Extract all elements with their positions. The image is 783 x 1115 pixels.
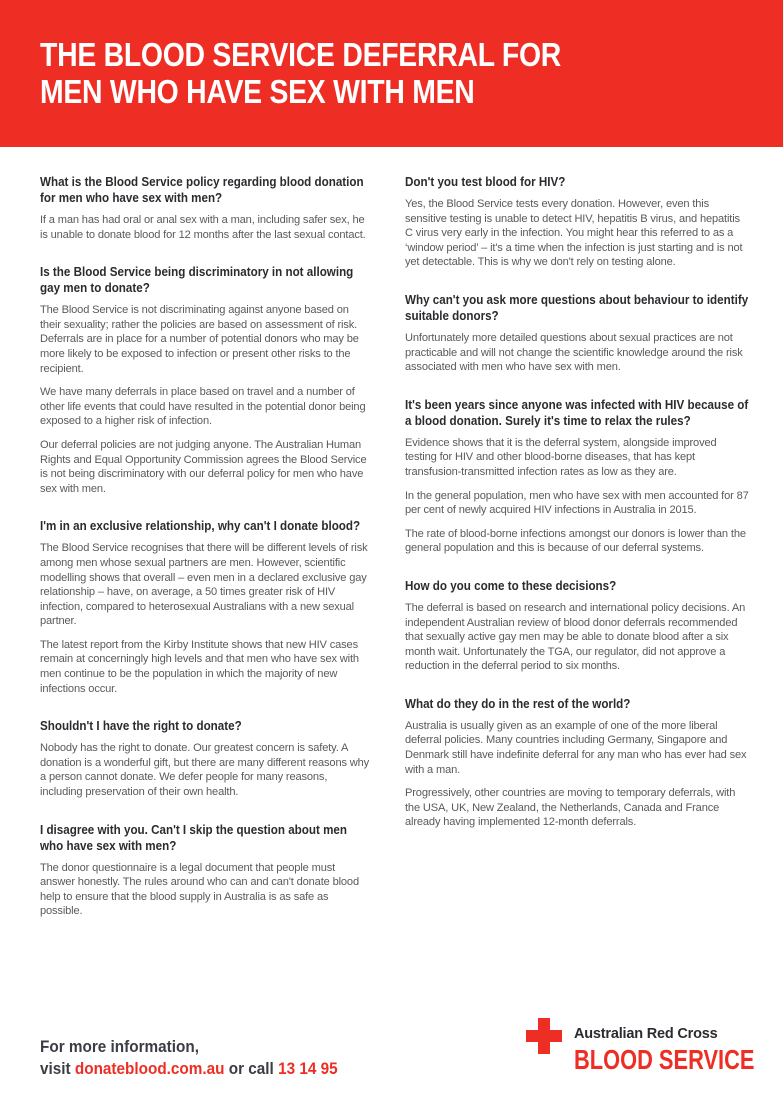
- faq-item: [40, 518, 370, 696]
- faq-question: I'm in an exclusive relationship, why can't I donate blood?: [40, 519, 361, 534]
- faq-item: [40, 264, 370, 496]
- more-info-line-1: For more information,: [40, 1037, 199, 1056]
- logo-org-name: Australian Red Cross: [574, 1026, 718, 1042]
- faq-item: [405, 397, 750, 556]
- visit-text: visit: [40, 1059, 75, 1078]
- faq-item: [405, 174, 750, 270]
- faq-item: [405, 696, 750, 830]
- right-column: [405, 174, 750, 852]
- faq-answer: Evidence shows that it is the deferral system, alongside improved testing for HIV and other blood-borne diseases, that has kept transfusion-transmitted infection rates as low as they are.: [405, 436, 717, 478]
- faq-question: Shouldn't I have the right to donate?: [40, 719, 242, 734]
- red-cross-icon: [526, 1018, 562, 1054]
- faq-question: How do you come to these decisions?: [405, 578, 617, 593]
- page-title-line-1: THE BLOOD SERVICE DEFERRAL FOR: [40, 36, 562, 73]
- faq-question: What do they do in the rest of the world?: [405, 696, 631, 711]
- more-information: [40, 1036, 338, 1080]
- faq-answer: Nobody has the right to donate. Our greatest concern is safety. A donation is a wonderful gift, but there are many different reasons why a person cannot donate. We defer people for many reasons, including preservation of their own health.: [40, 742, 370, 799]
- faq-answer: Australia is usually given as an example of one of the more liberal deferral policies. Many countries including Germany, Singapore and Denmark still have indefinite deferral for any man who has ever had sex with a man.: [405, 719, 747, 776]
- page-title: [40, 36, 561, 110]
- faq-question: Is the Blood Service being discriminatory in not allowing gay men to donate?: [40, 265, 354, 296]
- faq-question: Why can't you ask more questions about behaviour to identify suitable donors?: [405, 292, 749, 323]
- more-info-line-2: [40, 1058, 338, 1080]
- faq-item: [405, 292, 750, 375]
- faq-answer: If a man has had oral or anal sex with a man, including safer sex, he is unable to donate blood for 12 months after the last sexual contact.: [40, 214, 366, 241]
- phone-link[interactable]: 13 14 95: [278, 1059, 338, 1078]
- faq-question: It's been years since anyone was infected with HIV because of a blood donation. Surely it's time to relax the rules?: [405, 397, 749, 428]
- faq-question: I disagree with you. Can't I skip the question about men who have sex with men?: [40, 822, 348, 853]
- faq-answer: In the general population, men who have sex with men accounted for 87 per cent of newly acquired HIV infections in Australia in 2015.: [405, 489, 749, 517]
- call-text: or call: [224, 1059, 279, 1078]
- faq-question: What is the Blood Service policy regarding blood donation for men who have sex with men?: [40, 175, 364, 205]
- faq-answer: The deferral is based on research and international policy decisions. An independent Australian review of blood donor deferrals recommended that sexually active gay men may be able to donate blood after a six month wait. Unfortunately the TGA, our regulator, did not approve a reduction in the deferral period to six months.: [405, 601, 746, 673]
- faq-item: [40, 718, 370, 799]
- faq-answer: Progressively, other countries are moving to temporary deferrals, with the USA, UK, New Zealand, the Netherlands, Canada and France already having implemented 12-month deferrals.: [405, 787, 736, 829]
- faq-answer: The latest report from the Kirby Institute shows that new HIV cases remain at concerningly high levels and that men who have sex with men continue to be the population in which the majority of new infections occur.: [40, 638, 359, 695]
- left-column: [40, 174, 370, 941]
- logo-service-name: BLOOD SERVICE: [574, 1044, 755, 1075]
- faq-answer: Yes, the Blood Service tests every donation. However, even this sensitive testing is unable to detect HIV, hepatitis B virus, and hepatitis C virus very early in the infection. You might hear this referred to as a ‘window period’ – it's a time when the infection is just starting and is not yet detectable. This is why we don't rely on testing alone.: [405, 198, 743, 269]
- faq-question: Don't you test blood for HIV?: [405, 175, 566, 189]
- faq-answer: We have many deferrals in place based on travel and a number of other life events that could have resulted in the potential donor being exposed to a higher risk of infection.: [40, 386, 366, 428]
- faq-item: [40, 174, 370, 242]
- red-cross-blood-service-logo: [526, 1018, 756, 1078]
- website-link[interactable]: donateblood.com.au: [74, 1059, 225, 1078]
- faq-item: [40, 822, 370, 919]
- faq-answer: Unfortunately more detailed questions about sexual practices are not practicable and will not change the scientific knowledge around the risk associated with men who have sex with men.: [405, 331, 743, 374]
- faq-answer: The Blood Service is not discriminating against anyone based on their sexuality; rather the policies are based on assessment of risk. Deferrals are in place for a number of potential donors who may be more likely to be exposed to infection or present other risks to the recipient.: [40, 304, 359, 375]
- faq-answer: Our deferral policies are not judging anyone. The Australian Human Rights and Equal Opportunity Commission agrees the Blood Service is not being discriminatory with our deferral policy for men who have sex with men.: [40, 438, 367, 495]
- faq-answer: The Blood Service recognises that there will be different levels of risk among men whose sexual partners are men. However, scientific modelling shows that overall – even men in a declared exclusive gay relationship – have, on average, a 50 times greater risk of HIV infection, compared to heterosexual Australians with a new sexual partner.: [40, 542, 368, 628]
- header-banner: [0, 0, 783, 147]
- page-title-line-2: MEN WHO HAVE SEX WITH MEN: [40, 73, 475, 110]
- faq-item: [405, 578, 750, 674]
- faq-answer: The rate of blood-borne infections amongst our donors is lower than the general population and this is because of our deferral systems.: [405, 527, 746, 555]
- faq-answer: The donor questionnaire is a legal document that people must answer honestly. The rules around who can and can't donate blood help to ensure that the blood supply in Australia is as safe as possible.: [40, 861, 359, 918]
